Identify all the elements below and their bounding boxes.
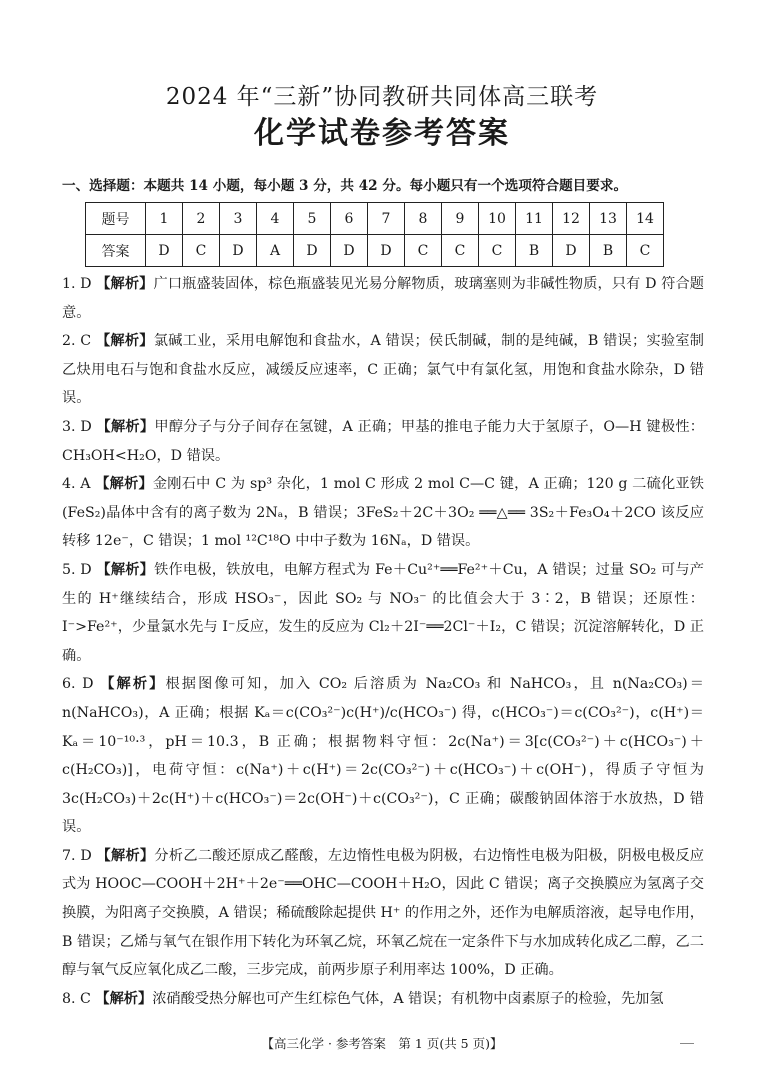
answer-cell: C bbox=[627, 235, 664, 267]
analysis-tag: 【解析】 bbox=[95, 476, 153, 493]
question-number: 13 bbox=[590, 203, 627, 235]
analysis-tag: 【解析】 bbox=[96, 847, 155, 864]
footer-dash bbox=[680, 1043, 694, 1044]
item-number: 5. D bbox=[62, 561, 92, 578]
question-number: 12 bbox=[553, 203, 590, 235]
analysis-tag: 【解析】 bbox=[96, 418, 155, 435]
answer-cell: C bbox=[442, 235, 479, 267]
item-number: 2. C bbox=[62, 333, 92, 350]
question-number-row bbox=[86, 203, 664, 235]
question-number: 8 bbox=[405, 203, 442, 235]
question-number: 2 bbox=[183, 203, 220, 235]
item-text: 氯碱工业，采用电解饱和食盐水，A 错误；侯氏制碱，制的是纯碱，B 错误；实验室制乙炔用电石与饱和食盐水反应，减缓反应速率，C 正确；氯气中有氯化氢，用饱和食盐水除杂，D 错误。 bbox=[62, 333, 704, 407]
question-number: 10 bbox=[479, 203, 516, 235]
question-number: 4 bbox=[257, 203, 294, 235]
answer-cell: C bbox=[405, 235, 442, 267]
answer-cell: D bbox=[331, 235, 368, 267]
analysis-tag: 【解析】 bbox=[96, 561, 155, 578]
analysis-tag: 【解析】 bbox=[96, 276, 154, 292]
item-number: 6. D bbox=[62, 676, 94, 693]
answer-cell: D bbox=[146, 235, 183, 267]
analysis-tag: 【解析】 bbox=[95, 990, 153, 1007]
item-text: 铁作电极，铁放电，电解方程式为 Fe＋Cu²⁺══Fe²⁺＋Cu，A 错误；过量 SO₂ 可与产生的 H⁺继续结合，形成 HSO₃⁻，因此 SO₂ 与 NO₃⁻ 的比值会大于 3∶2，B 错误；还原性：I⁻>Fe²⁺，少量氯水先与 I⁻反应，发生的反应为 Cl₂＋2I⁻══2Cl⁻＋I₂，C 错误；沉淀溶解转化，D 正确。 bbox=[62, 561, 704, 664]
answer-cell: B bbox=[590, 235, 627, 267]
item-text: 根据图像可知，加入 CO₂ 后溶质为 Na₂CO₃ 和 NaHCO₃，且 n(Na₂CO₃)＝n(NaHCO₃)，A 正确；根据 Kₐ＝c(CO₃²⁻)c(H⁺)/c(HCO₃⁻) 得，c(HCO₃⁻)＝c(CO₃²⁻)，c(H⁺)＝Kₐ＝10⁻¹⁰·³，pH＝10.3，B 正确；根据物料守恒：2c(Na⁺)＝3[c(CO₃²⁻)＋c(HCO₃⁻)＋c(H₂CO₃)]，电荷守恒：c(Na⁺)＋c(H⁺)＝2c(CO₃²⁻)＋c(HCO₃⁻)＋c(OH⁻)，得质子守恒为 3c(H₂CO₃)＋2c(H⁺)＋c(HCO₃⁻)＝2c(OH⁻)＋c(CO₃²⁻)，C 正确；碳酸钠固体溶于水放热，D 错误。 bbox=[62, 676, 704, 836]
item-text: 甲醇分子与分子间存在氢键，A 正确；甲基的推电子能力大于氢原子，O—H 键极性：CH₃OH<H₂O，D 错误。 bbox=[62, 418, 704, 464]
section-heading: 一、选择题：本题共 14 小题，每小题 3 分，共 42 分。每小题只有一个选项符合题目要求。 bbox=[62, 178, 628, 194]
answer-cell: C bbox=[183, 235, 220, 267]
item-number: 3. D bbox=[62, 418, 92, 435]
answer-cell: D bbox=[220, 235, 257, 267]
item-text: 金刚石中 C 为 sp³ 杂化，1 mol C 形成 2 mol C—C 键，A 正确；120 g 二硫化亚铁(FeS₂)晶体中含有的离子数为 2Nₐ，B 错误；3FeS₂＋2C＋3O₂ ══△══ 3S₂＋Fe₃O₄＋2CO 该反应转移 12e⁻，C 错误；1 mol ¹²C¹⁸O 中中子数为 16Nₐ，D 错误。 bbox=[62, 476, 704, 550]
item-number: 1. D bbox=[62, 276, 92, 292]
question-number: 14 bbox=[627, 203, 664, 235]
explanation-list bbox=[62, 270, 704, 1013]
question-number: 5 bbox=[294, 203, 331, 235]
answer-row bbox=[86, 235, 664, 267]
answer-cell: B bbox=[516, 235, 553, 267]
explanation-item-7 bbox=[62, 842, 704, 985]
explanation-item-8 bbox=[62, 985, 704, 1014]
question-number: 7 bbox=[368, 203, 405, 235]
exam-title: 2024 年“三新”协同教研共同体高三联考 bbox=[165, 84, 599, 110]
item-number: 8. C bbox=[62, 990, 91, 1007]
answer-cell: C bbox=[479, 235, 516, 267]
question-number: 6 bbox=[331, 203, 368, 235]
answer-table bbox=[85, 202, 664, 267]
analysis-tag: 【解析】 bbox=[95, 333, 154, 350]
analysis-tag: 【解析】 bbox=[100, 676, 166, 693]
item-text: 分析乙二酸还原成乙醛酸，左边惰性电极为阴极，右边惰性电极为阳极，阴极电极反应式为 HOOC—COOH＋2H⁺＋2e⁻══OHC—COOH＋H₂O，因此 C 错误；离子交换膜应为氢离子交换膜，为阳离子交换膜，A 错误；稀硫酸除起提供 H⁺ 的作用之外，还作为电解质溶液，起导电作用，B 错误；乙烯与氧气在银作用下转化为环氧乙烷，环氧乙烷在一定条件下与水加成转化成乙二醇，乙二醇与氧气反应氧化成乙二酸，三步完成，前两步原子利用率达 100%，D 正确。 bbox=[62, 847, 704, 979]
explanation-item-2 bbox=[62, 327, 704, 413]
explanation-item-5 bbox=[62, 556, 704, 670]
answer-cell: D bbox=[294, 235, 331, 267]
question-number: 11 bbox=[516, 203, 553, 235]
explanation-item-3 bbox=[62, 413, 704, 470]
item-number: 4. A bbox=[62, 476, 91, 493]
explanation-item-6 bbox=[62, 670, 704, 842]
row-label: 题号 bbox=[86, 203, 146, 235]
row-label: 答案 bbox=[86, 235, 146, 267]
document-title: 化学试卷参考答案 bbox=[254, 116, 510, 151]
page-footer: 【高三化学 · 参考答案 第 1 页(共 5 页)】 bbox=[261, 1036, 503, 1051]
question-number: 9 bbox=[442, 203, 479, 235]
explanation-item-1 bbox=[62, 270, 704, 327]
explanation-item-4 bbox=[62, 470, 704, 556]
question-number: 3 bbox=[220, 203, 257, 235]
answer-cell: D bbox=[368, 235, 405, 267]
question-number: 1 bbox=[146, 203, 183, 235]
answer-cell: D bbox=[553, 235, 590, 267]
answer-cell: A bbox=[257, 235, 294, 267]
item-number: 7. D bbox=[62, 847, 92, 864]
item-text: 广口瓶盛装固体，棕色瓶盛装见光易分解物质，玻璃塞则为非碱性物质，只有 D 符合题意。 bbox=[62, 276, 704, 321]
item-text: 浓硝酸受热分解也可产生红棕色气体，A 错误；有机物中卤素原子的检验，先加氢 bbox=[152, 990, 664, 1007]
